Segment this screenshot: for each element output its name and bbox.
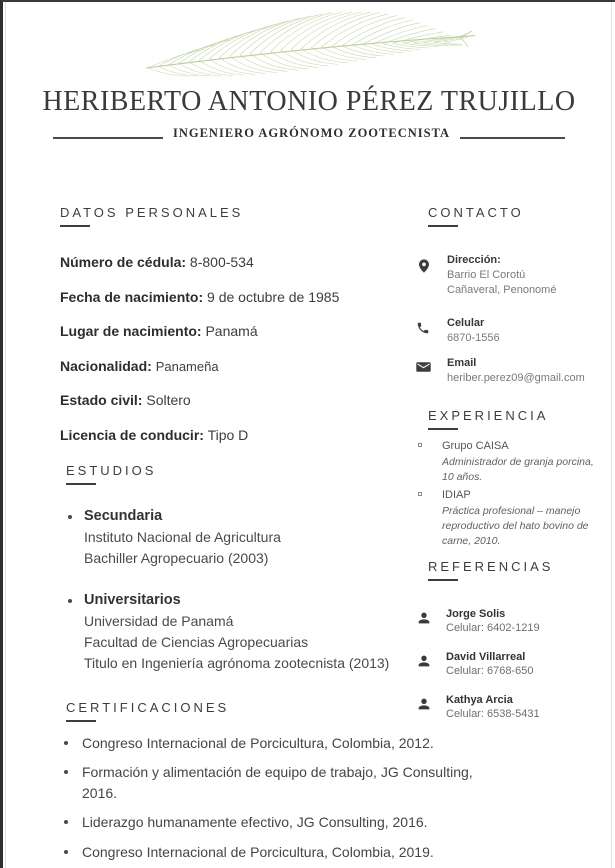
bullet-icon bbox=[64, 820, 68, 824]
person-icon bbox=[416, 651, 433, 677]
reference-name: David Villarreal bbox=[446, 651, 526, 663]
experience-company: IDIAP bbox=[442, 489, 471, 501]
bullet-icon bbox=[68, 599, 72, 603]
study-line: Facultad de Ciencias Agropecuarias bbox=[84, 633, 309, 650]
field-value: 9 de octubre de 1985 bbox=[207, 288, 340, 305]
field-label: Fecha de nacimiento: bbox=[60, 288, 204, 305]
contact-label: Email bbox=[447, 356, 477, 369]
contact-line: Cañaveral, Penonomé bbox=[447, 283, 557, 296]
study-line: Instituto Nacional de Agricultura bbox=[84, 528, 281, 545]
contact-line: 6870-1556 bbox=[447, 332, 500, 344]
reference-phone: Celular: 6768-650 bbox=[446, 665, 534, 677]
field-value: Panameña bbox=[155, 358, 219, 374]
person-name: HERIBERTO ANTONIO PÉREZ TRUJILLO bbox=[42, 86, 576, 117]
references-list bbox=[416, 608, 612, 720]
job-title-row bbox=[3, 126, 615, 141]
field-value: 8-800-534 bbox=[189, 254, 254, 270]
study-line: Bachiller Agropecuario (2003) bbox=[84, 549, 269, 566]
study-line: Universidad de Panamá bbox=[84, 612, 234, 629]
feather-illustration-icon bbox=[140, 6, 475, 78]
field-value: Panamá bbox=[205, 323, 258, 339]
certifications-heading: CERTIFICACIONES bbox=[66, 700, 480, 722]
experience-item bbox=[416, 439, 612, 485]
studies-heading: ESTUDIOS bbox=[66, 463, 480, 485]
experience-description: Administrador de granja porcina, 10 años. bbox=[442, 456, 594, 483]
contact-label: Dirección: bbox=[447, 254, 501, 266]
field-label: Número de cédula: bbox=[60, 254, 187, 270]
bullet-icon bbox=[64, 850, 68, 854]
person-icon bbox=[416, 608, 433, 634]
certification-text: Formación y alimentación de equipo de trabajo, JG Consulting, 2016. bbox=[82, 764, 473, 801]
job-title: INGENIERO AGRÓNOMO ZOOTECNISTA bbox=[172, 126, 451, 140]
certification-item bbox=[60, 762, 480, 803]
contact-line: Barrio El Corotú bbox=[447, 269, 526, 281]
reference-text bbox=[446, 608, 540, 634]
right-column bbox=[416, 205, 612, 737]
field-label: Nacionalidad: bbox=[60, 357, 152, 374]
references-section bbox=[416, 559, 612, 720]
contact-item-phone bbox=[416, 317, 612, 346]
reference-item bbox=[416, 694, 612, 720]
reference-phone: Celular: 6402-1219 bbox=[446, 622, 540, 634]
field-label: Estado civil: bbox=[60, 392, 143, 408]
feather-decoration bbox=[140, 6, 475, 78]
reference-name: Jorge Solis bbox=[446, 608, 506, 620]
location-pin-icon bbox=[416, 254, 433, 297]
experience-section bbox=[416, 408, 612, 549]
experience-description: Práctica profesional – manejo reproductivo del hato bovino de carne, 2010. bbox=[442, 505, 589, 547]
reference-text bbox=[446, 694, 540, 720]
person-icon bbox=[416, 694, 433, 720]
field-label: Lugar de nacimiento: bbox=[60, 323, 202, 339]
experience-company: Grupo CAISA bbox=[442, 440, 509, 452]
certification-item bbox=[60, 842, 480, 863]
reference-text bbox=[446, 651, 533, 677]
contact-text bbox=[447, 254, 556, 297]
certification-text: Congreso Internacional de Porcicultura, Colombia, 2019. bbox=[82, 843, 434, 860]
contact-line: heriber.perez09@gmail.com bbox=[447, 371, 585, 384]
bullet-icon bbox=[68, 515, 72, 519]
reference-item bbox=[416, 608, 612, 634]
experience-list bbox=[416, 439, 612, 549]
contact-label: Celular bbox=[447, 317, 485, 329]
square-bullet-icon bbox=[418, 492, 422, 496]
contact-text bbox=[447, 317, 500, 346]
field-label: Licencia de conducir: bbox=[60, 426, 204, 443]
email-icon bbox=[416, 357, 433, 386]
field-value: Soltero bbox=[146, 392, 191, 408]
certification-item bbox=[60, 812, 480, 833]
certification-text: Liderazgo humanamente efectivo, JG Consulting, 2016. bbox=[82, 814, 428, 830]
contact-item-address bbox=[416, 254, 612, 297]
contact-list bbox=[416, 254, 612, 385]
subtitle-left-rule bbox=[53, 137, 163, 139]
phone-icon bbox=[416, 317, 433, 346]
contact-heading: CONTACTO bbox=[428, 205, 612, 227]
experience-heading: EXPERIENCIA bbox=[428, 408, 612, 430]
contact-text bbox=[447, 357, 585, 386]
bullet-icon bbox=[64, 741, 68, 745]
study-line: Titulo en Ingeniería agrónoma zootecnista (2013) bbox=[84, 654, 390, 671]
subtitle-right-rule bbox=[460, 137, 565, 139]
bullet-icon bbox=[64, 770, 68, 774]
certification-text: Congreso Internacional de Porcicultura, Colombia, 2012. bbox=[82, 734, 434, 751]
personal-data-heading: DATOS PERSONALES bbox=[60, 205, 480, 227]
contact-item-email bbox=[416, 357, 612, 386]
reference-phone: Celular: 6538-5431 bbox=[446, 708, 540, 720]
certifications-list bbox=[60, 733, 480, 863]
reference-item bbox=[416, 651, 612, 677]
square-bullet-icon bbox=[418, 443, 422, 447]
field-value: Tipo D bbox=[207, 426, 249, 443]
experience-item bbox=[416, 488, 612, 549]
study-title: Secundaria bbox=[84, 507, 163, 524]
study-title: Universitarios bbox=[84, 591, 181, 608]
reference-name: Kathya Arcia bbox=[446, 694, 513, 706]
references-heading: REFERENCIAS bbox=[428, 559, 612, 581]
